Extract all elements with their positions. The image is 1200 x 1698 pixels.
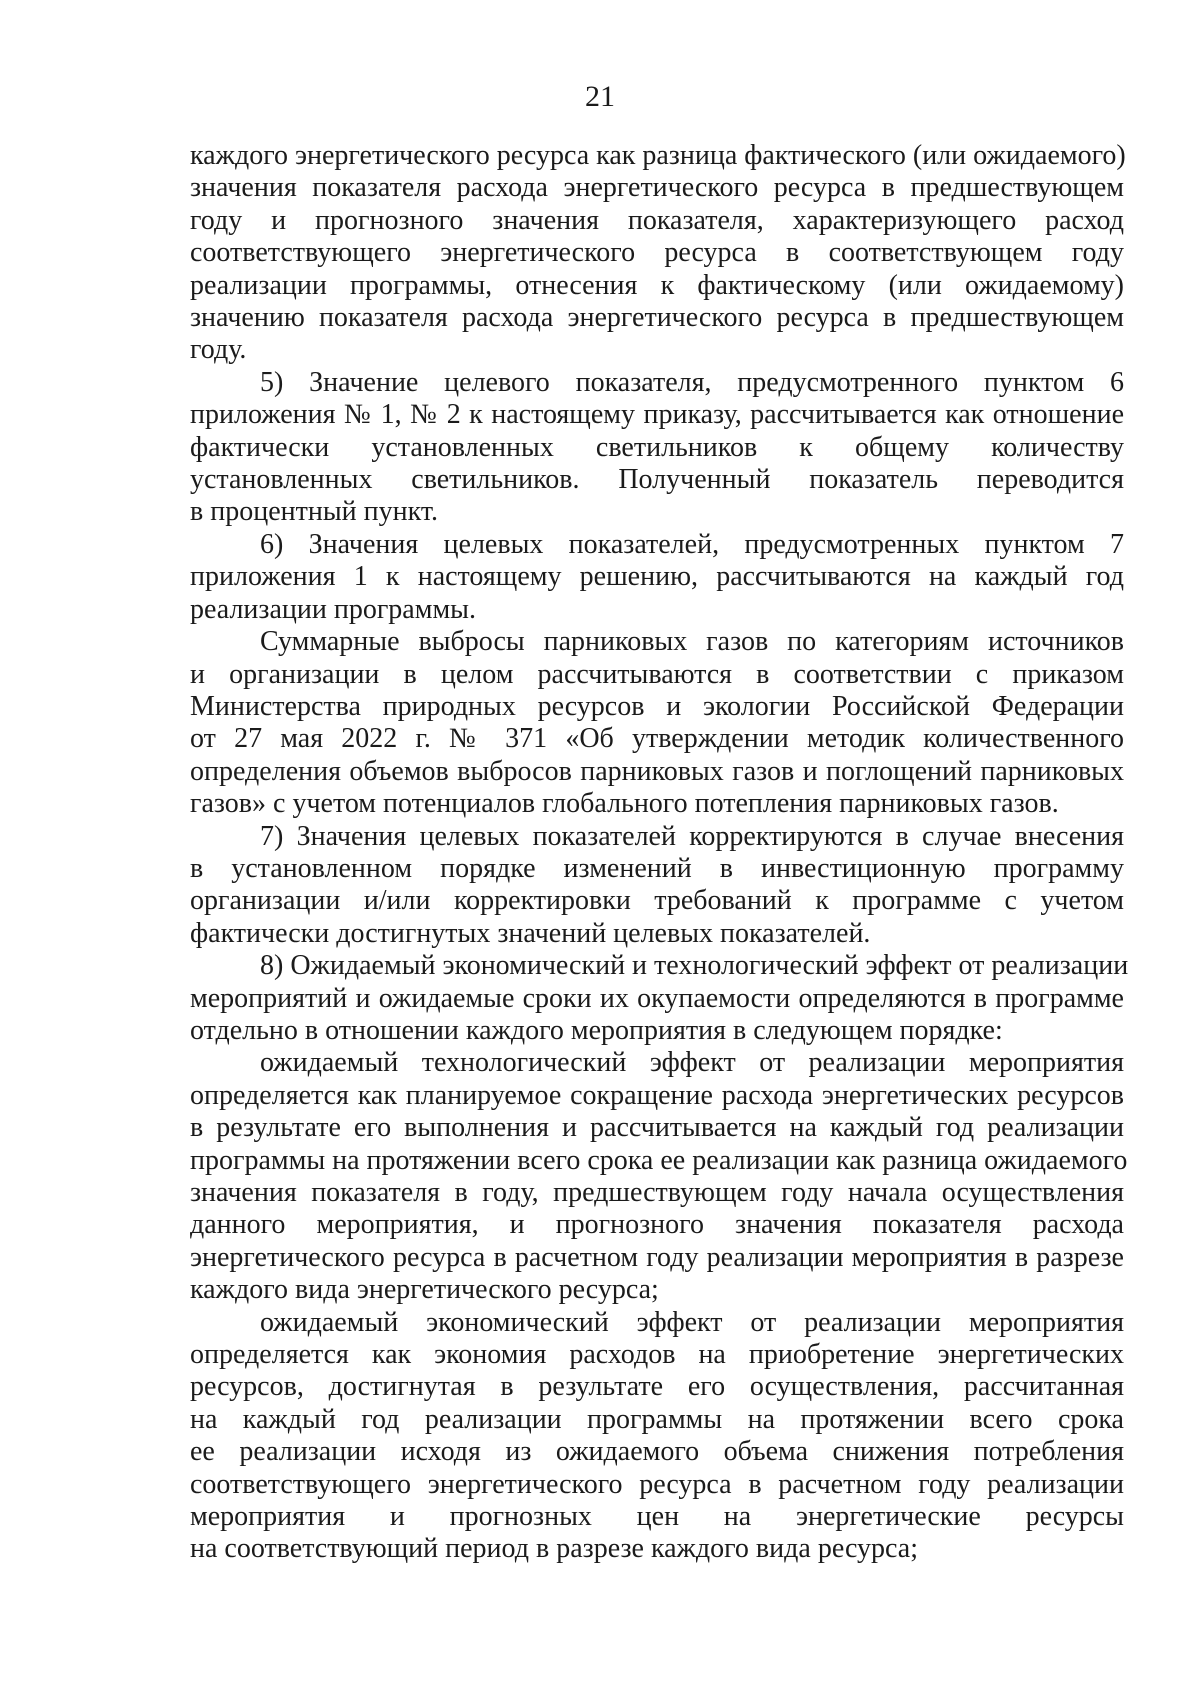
- text-line: Министерства природных ресурсов и экологии Российской Федерации: [190, 690, 1124, 722]
- text-line: в результате его выполнения и рассчитывается на каждый год реализации: [190, 1112, 1124, 1144]
- text-line: газов» с учетом потенциалов глобального потепления парниковых газов.: [190, 788, 1059, 820]
- text-line: приложения № 1, № 2 к настоящему приказу, рассчитывается как отношение: [190, 399, 1124, 431]
- text-line: данного мероприятия, и прогнозного значения показателя расхода: [190, 1209, 1124, 1241]
- text-line: 8) Ожидаемый экономический и технологический эффект от реализации: [260, 950, 1129, 982]
- text-line: приложения 1 к настоящему решению, рассчитываются на каждый год: [190, 561, 1124, 593]
- text-line: мероприятия и прогнозных цен на энергетические ресурсы: [190, 1501, 1124, 1533]
- text-line: в процентный пункт.: [190, 496, 438, 528]
- text-line: энергетического ресурса в расчетном году реализации мероприятия в разрезе: [190, 1241, 1124, 1273]
- text-line: году и прогнозного значения показателя, характеризующего расход: [190, 204, 1124, 236]
- text-line: на каждый год реализации программы на протяжении всего срока: [190, 1403, 1124, 1435]
- text-line: определяется как экономия расходов на приобретение энергетических: [190, 1339, 1124, 1371]
- text-line: 5) Значение целевого показателя, предусмотренного пунктом 6: [260, 366, 1124, 398]
- text-line: фактически установленных светильников к общему количеству: [190, 431, 1124, 463]
- text-line: 6) Значения целевых показателей, предусмотренных пунктом 7: [260, 528, 1124, 560]
- text-line: реализации программы, отнесения к фактическому (или ожидаемому): [190, 269, 1124, 301]
- text-line: значению показателя расхода энергетического ресурса в предшествующем: [190, 302, 1124, 334]
- text-line: в установленном порядке изменений в инвестиционную программу: [190, 852, 1124, 884]
- text-line: и организации в целом рассчитываются в соответствии с приказом: [190, 658, 1124, 690]
- text-line: организации и/или корректировки требований к программе с учетом: [190, 885, 1124, 917]
- text-line: фактически достигнутых значений целевых показателей.: [190, 917, 871, 949]
- page-number: 21: [585, 80, 615, 113]
- text-line: мероприятий и ожидаемые сроки их окупаемости определяются в программе: [190, 982, 1124, 1014]
- text-line: ожидаемый технологический эффект от реализации мероприятия: [260, 1047, 1124, 1079]
- body-text: [190, 140, 1129, 1566]
- text-line: каждого вида энергетического ресурса;: [190, 1274, 659, 1306]
- text-line: значения показателя расхода энергетического ресурса в предшествующем: [190, 172, 1124, 204]
- text-line: отдельно в отношении каждого мероприятия в следующем порядке:: [190, 1014, 1003, 1046]
- text-line: определяется как планируемое сокращение расхода энергетических ресурсов: [190, 1079, 1124, 1111]
- text-line: ее реализации исходя из ожидаемого объема снижения потребления: [190, 1436, 1124, 1468]
- text-line: соответствующего энергетического ресурса в расчетном году реализации: [190, 1468, 1124, 1500]
- text-line: программы на протяжении всего срока ее реализации как разница ожидаемого: [190, 1144, 1128, 1176]
- text-line: ресурсов, достигнутая в результате его осуществления, рассчитанная: [190, 1371, 1124, 1403]
- text-line: соответствующего энергетического ресурса в соответствующем году: [190, 237, 1124, 269]
- text-line: от 27 мая 2022 г. № 371 «Об утверждении методик количественного: [190, 723, 1124, 755]
- text-line: ожидаемый экономический эффект от реализации мероприятия: [260, 1306, 1124, 1338]
- text-line: значения показателя в году, предшествующем году начала осуществления: [190, 1177, 1124, 1208]
- text-line: каждого энергетического ресурса как разница фактического (или ожидаемого): [190, 140, 1126, 171]
- text-line: на соответствующий период в разрезе каждого вида ресурса;: [190, 1533, 918, 1565]
- text-line: установленных светильников. Полученный показатель переводится: [190, 464, 1124, 496]
- text-line: реализации программы.: [190, 593, 476, 625]
- text-line: 7) Значения целевых показателей корректируются в случае внесения: [260, 820, 1124, 852]
- text-line: году.: [190, 334, 247, 366]
- text-line: Суммарные выбросы парниковых газов по категориям источников: [260, 626, 1124, 658]
- text-line: определения объемов выбросов парниковых газов и поглощений парниковых: [190, 755, 1124, 787]
